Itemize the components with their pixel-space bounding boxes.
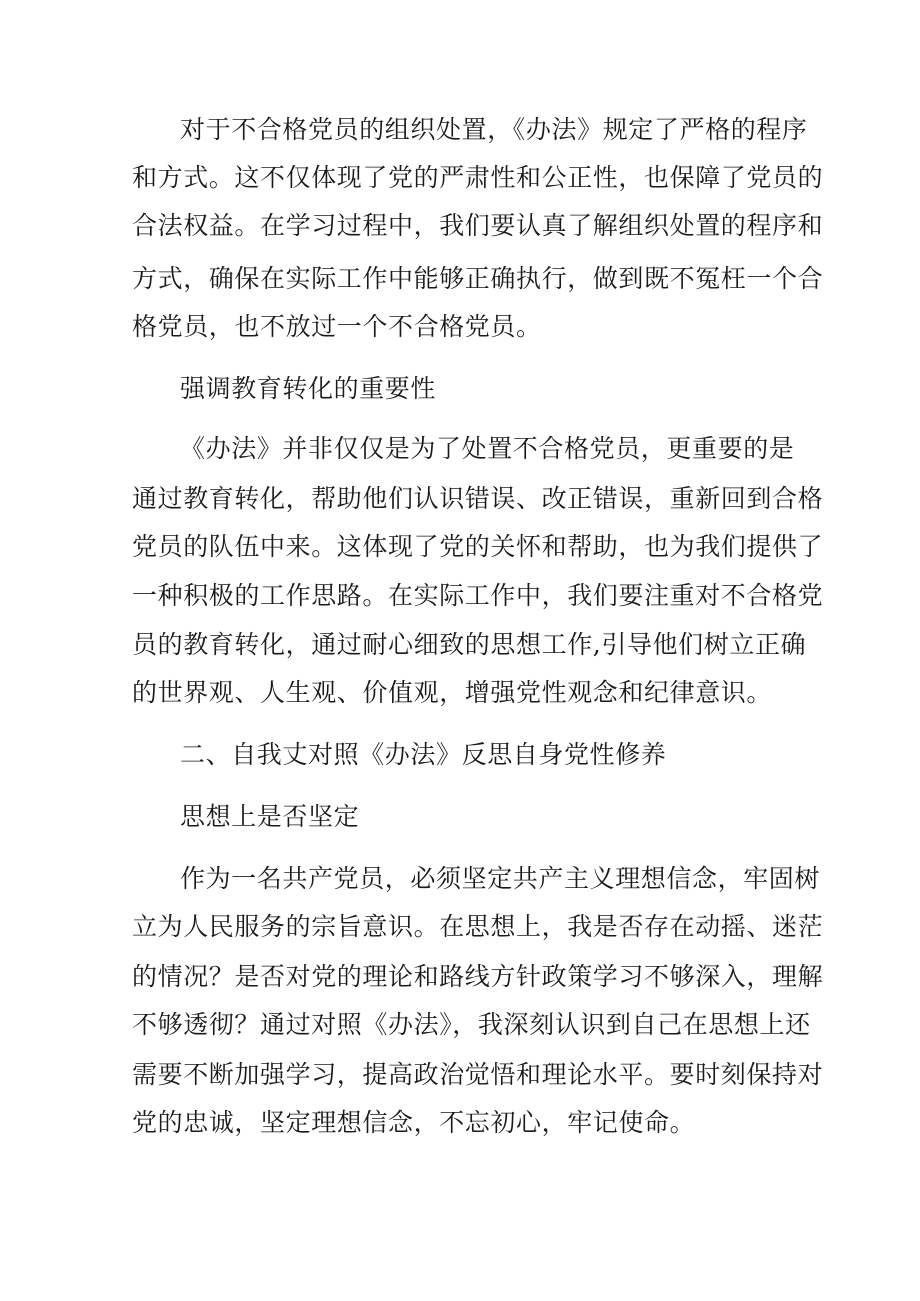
paragraph-3-line-2: 立为人民服务的宗旨意识。在思想上，我是否存在动摇、迷茫 [132, 912, 824, 941]
subsection-heading-ideology: 思想上是否坚定 [180, 802, 360, 831]
paragraph-1-line-1: 对于不合格党员的组织处置，《办法》规定了严格的程序 [180, 115, 808, 144]
paragraph-2-line-3: 党员的队伍中来。这体现了党的关怀和帮助，也为我们提供了 [132, 532, 824, 561]
paragraph-3-line-4: 不够透彻？通过对照《办法》，我深刻认识到自己在思想上还 [132, 1010, 811, 1039]
paragraph-3-line-5: 需要不断加强学习，提高政治觉悟和理论水平。要时刻保持对 [132, 1060, 824, 1089]
paragraph-2-line-2: 通过教育转化，帮助他们认识错误、改正错误，重新回到合格 [132, 484, 824, 513]
paragraph-1-line-5: 格党员，也不放过一个不合格党员。 [132, 312, 542, 341]
paragraph-2-line-5: 员的教育转化，通过耐心细致的思想工作,引导他们树立正确 [132, 630, 807, 659]
paragraph-3-line-3: 的情况？是否对党的理论和路线方针政策学习不够深入，理解 [132, 962, 824, 991]
section-heading-education: 强调教育转化的重要性 [180, 374, 437, 403]
paragraph-2-line-6: 的世界观、人生观、价值观，增强党性观念和纪律意识。 [132, 678, 773, 707]
paragraph-2-line-4: 一种积极的工作思路。在实际工作中，我们要注重对不合格党 [132, 581, 824, 610]
paragraph-1-line-3: 合法权益。在学习过程中，我们要认真了解组织处置的程序和 [132, 211, 824, 240]
paragraph-1-line-2: 和方式。这不仅体现了党的严肃性和公正性，也保障了党员的 [132, 163, 824, 192]
paragraph-2-line-1: 《办法》并非仅仅是为了处置不合格党员，更重要的是 [180, 434, 795, 463]
paragraph-1-line-4: 方式，确保在实际工作中能够正确执行，做到既不冤枉一个合 [132, 264, 824, 293]
section-heading-self-reflection: 二、自我丈对照《办法》反思自身党性修养 [180, 740, 667, 769]
paragraph-3-line-1: 作为一名共产党员，必须坚定共产主义理想信念，牢固树 [180, 864, 821, 893]
paragraph-3-line-6: 党的忠诚，坚定理想信念，不忘初心，牢记使命。 [132, 1108, 696, 1137]
